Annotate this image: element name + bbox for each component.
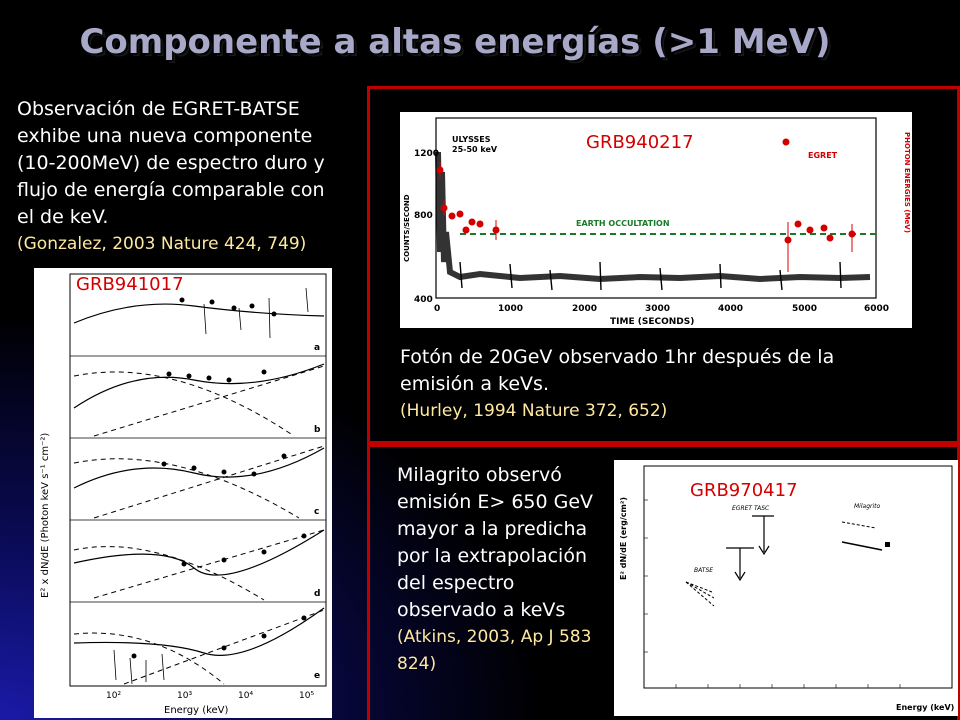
batse-label: BATSE [694,567,714,574]
left-line: Observación de EGRET-BATSE [17,98,300,120]
grb970417-label: GRB970417 [690,480,798,501]
e2dnde-ylabel: E² dN/dE (erg/cm²) [619,497,628,580]
photon-energy-ylabel: PHOTON ENERGIES (MeV) [903,132,911,233]
panel-letter-c: c [314,507,320,517]
inst-egret: EGRET [808,151,838,160]
counts-ylabel: COUNTS/SECOND [403,194,411,262]
panel-letter-e: e [314,671,321,681]
energy-xlabel: Energy (keV) [896,703,955,712]
grb941017-label: GRB941017 [76,274,184,295]
y-tick: 400 [414,295,433,305]
left-xtick: 10⁵ [299,691,315,701]
bottom-reference-2: 824) [397,654,437,674]
earth-occultation-label: EARTH OCCULTATION [576,219,670,228]
left-line: (10-200MeV) de espectro duro y [17,152,325,174]
left-xtick: 10³ [177,691,193,701]
time-xlabel: TIME (SECONDS) [610,317,695,327]
grb941017-plot [34,268,332,718]
left-xtick: 10² [106,691,122,701]
x-tick: 5000 [792,304,818,314]
left-reference: (Gonzalez, 2003 Nature 424, 749) [17,234,307,254]
y-tick: 1200 [414,149,440,159]
bottom-right-description [397,462,622,678]
bottom-line: mayor a la predicha [397,518,588,540]
left-line: flujo de energía comparable con [17,179,325,201]
panel-letter-b: b [314,425,321,435]
left-figure-xlabel: Energy (keV) [164,705,229,716]
x-tick: 0 [434,304,441,314]
top-right-line: Fotón de 20GeV observado 1hr después de la [400,346,835,368]
panel-letter-a: a [314,343,321,353]
x-tick: 3000 [645,304,671,314]
y-tick: 800 [414,211,433,221]
bottom-line: Milagrito observó [397,464,562,486]
top-right-reference: (Hurley, 1994 Nature 372, 652) [400,401,668,421]
bottom-line: observado a keVs [397,599,566,621]
bottom-line: del espectro [397,572,515,594]
bottom-line: por la extrapolación [397,545,587,567]
top-right-description [400,344,945,425]
grb940217-label: GRB940217 [586,132,694,153]
x-tick: 6000 [864,304,890,314]
bottom-line: emisión E> 650 GeV [397,491,594,513]
left-line: el de keV. [17,206,109,228]
milagrito-label: Milagrito [854,503,881,510]
x-tick: 4000 [718,304,744,314]
slide-title: Componente a altas energías (>1 MeV) [79,22,831,62]
left-figure-ylabel: E² x dN/dE (Photon keV s⁻¹ cm⁻²) [40,432,51,598]
panel-letter-d: d [314,589,321,599]
left-xtick: 10⁴ [238,691,254,701]
grb940217-figure [400,112,912,328]
top-right-line: emisión a keVs. [400,373,549,395]
grb970417-figure [614,460,958,716]
x-tick: 1000 [498,304,524,314]
left-line: exhibe una nueva componente [17,125,313,147]
bottom-reference-1: (Atkins, 2003, Ap J 583 [397,627,592,647]
inst-ulysses-band: 25-50 keV [452,145,498,154]
inst-ulysses: ULYSSES [452,135,491,144]
x-tick: 2000 [572,304,598,314]
egret-tasc-label: EGRET TASC [732,505,770,512]
grb941017-figure [34,268,332,718]
left-description [17,96,362,258]
